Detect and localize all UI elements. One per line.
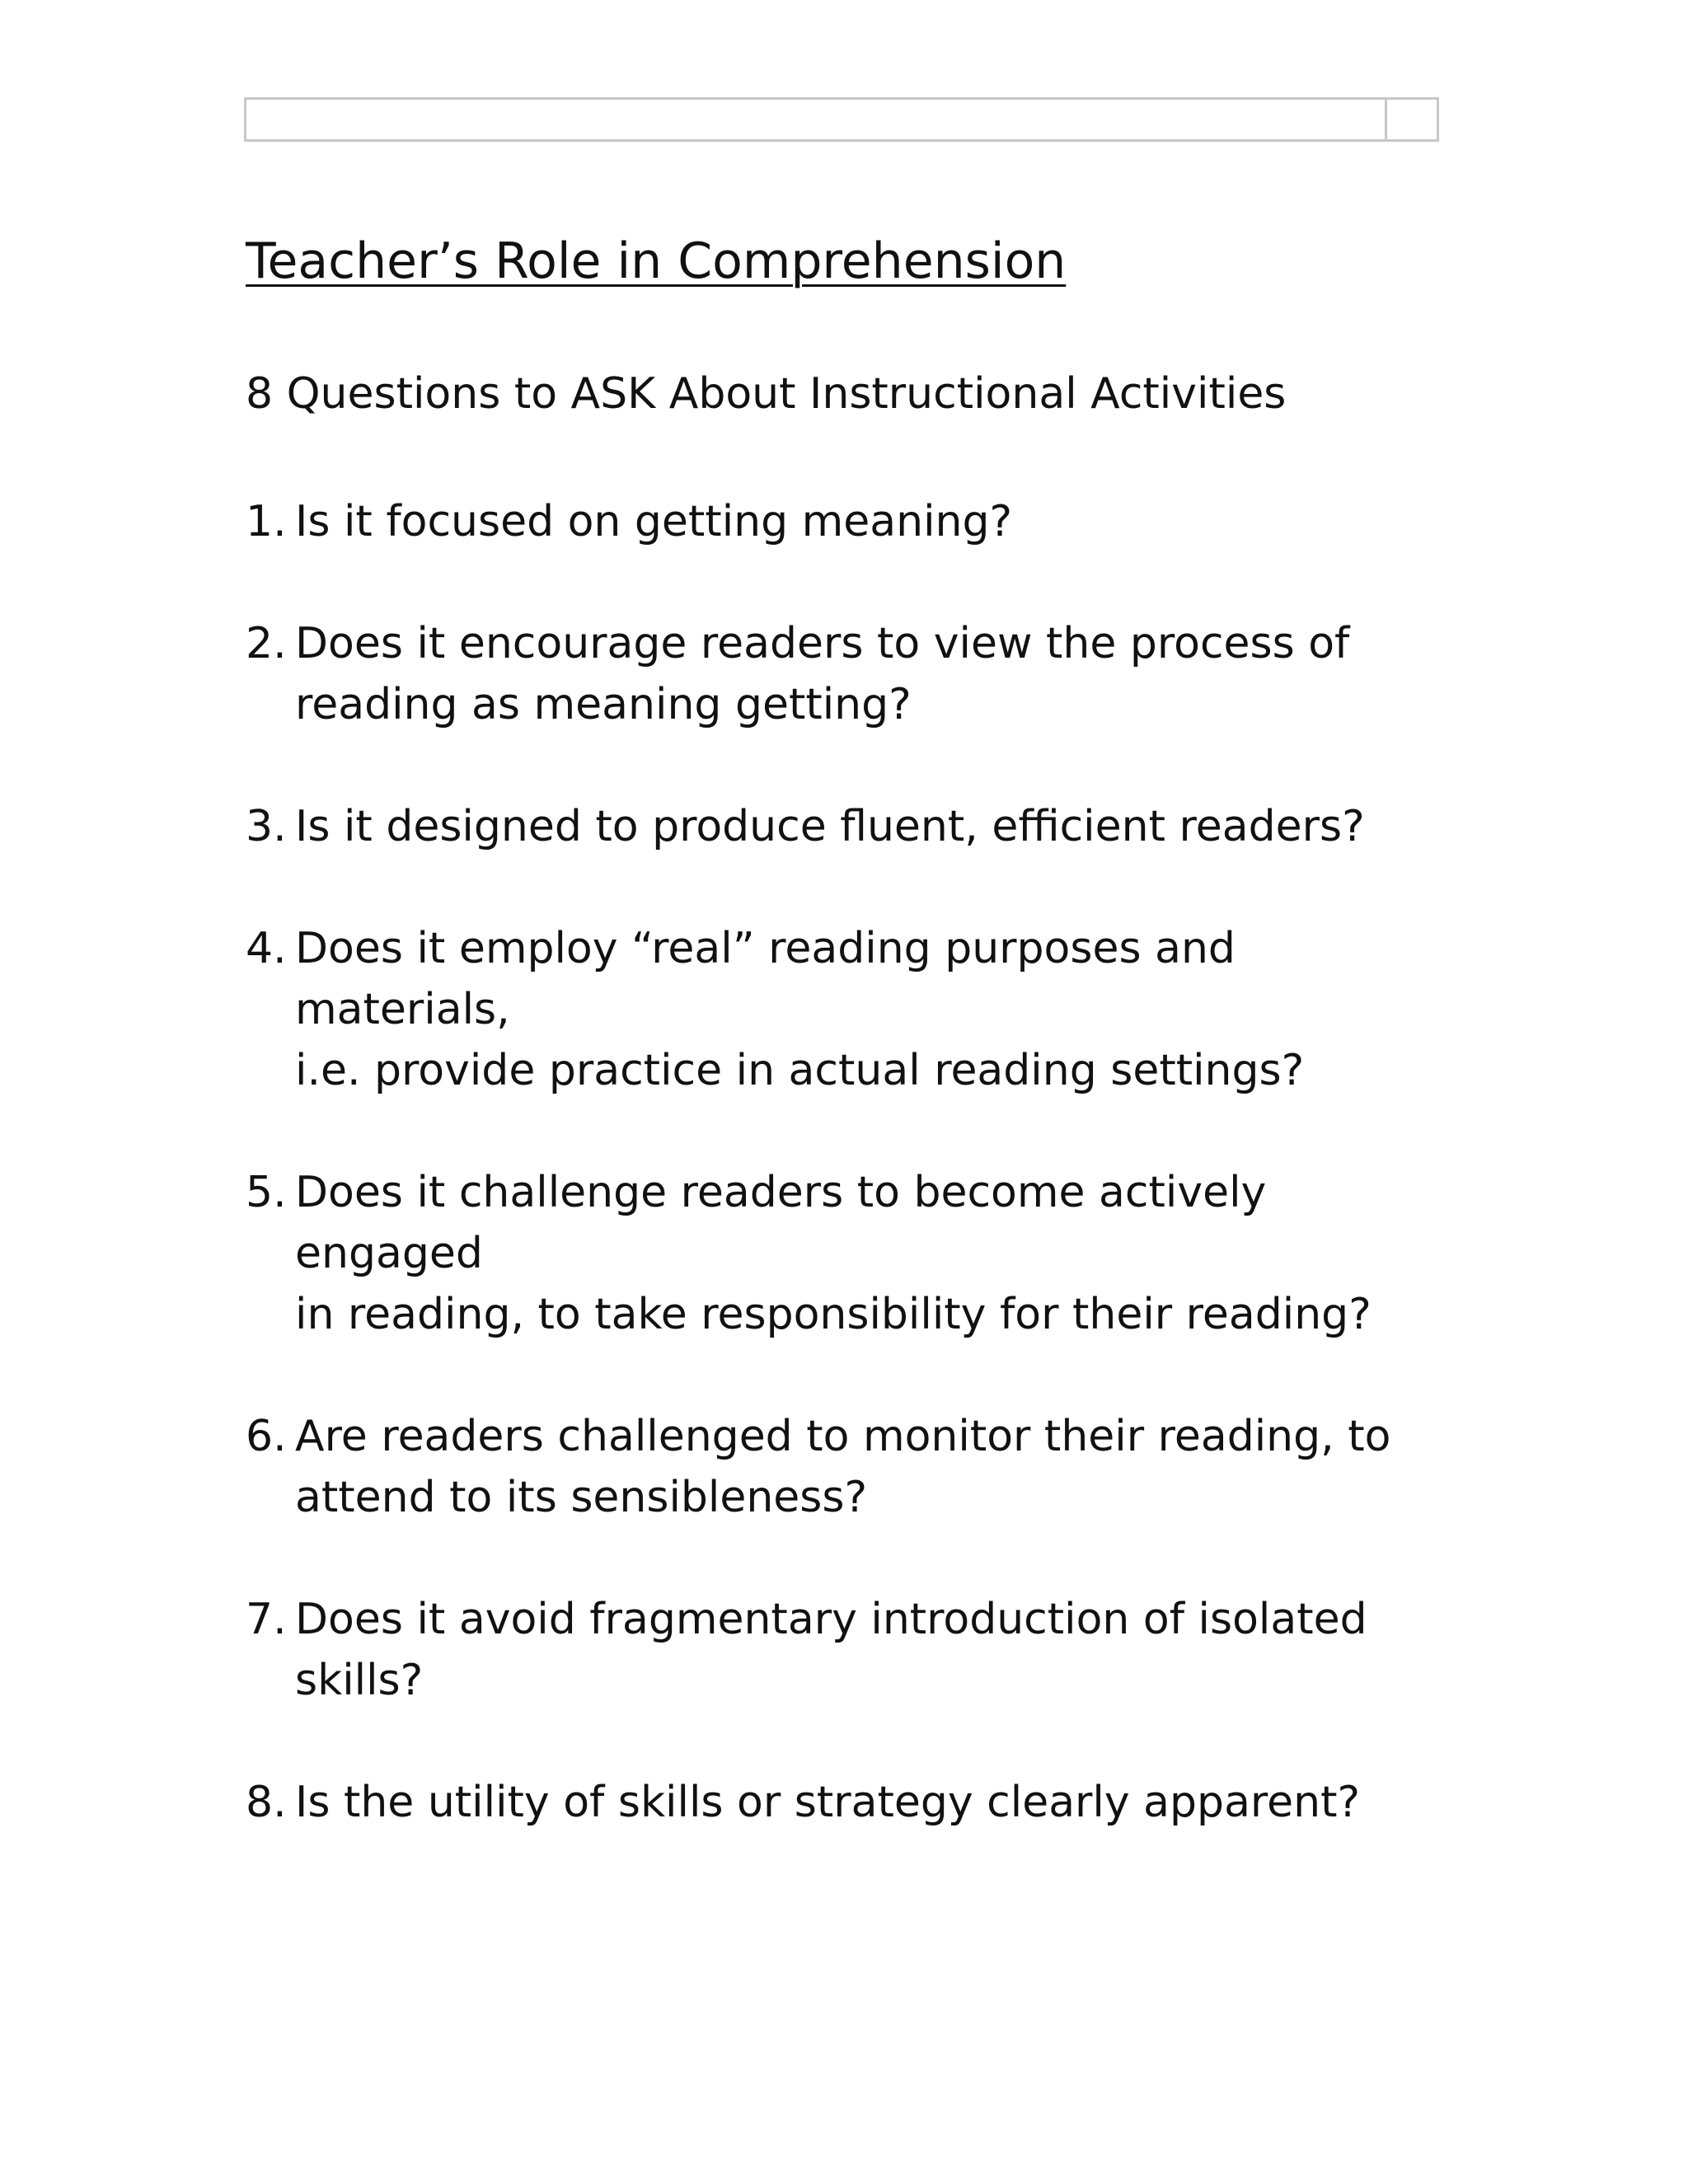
- question-item: [246, 918, 1416, 1101]
- question-item: [246, 796, 1416, 857]
- question-number: 8.: [246, 1778, 287, 1827]
- question-list: [246, 491, 1416, 1894]
- page-subtitle: 8 Questions to ASK About Instructional Activities: [246, 369, 1287, 419]
- question-line: attend to its sensibleness?: [295, 1473, 868, 1522]
- page-title: Teacher’s Role in Comprehension: [246, 232, 1067, 290]
- question-line: Does it encourage readers to view the process of: [295, 619, 1350, 668]
- header-table: [244, 97, 1439, 142]
- question-number: 4.: [246, 924, 287, 973]
- question-number: 7.: [246, 1595, 287, 1644]
- question-item: [246, 1162, 1416, 1345]
- question-item: [246, 491, 1416, 552]
- question-line: Are readers challenged to monitor their reading, to: [295, 1412, 1391, 1461]
- question-line: Does it challenge readers to become actively engaged: [295, 1168, 1267, 1278]
- question-line: Is the utility of skills or strategy clearly apparent?: [295, 1778, 1361, 1827]
- question-number: 1.: [246, 497, 287, 546]
- header-cell-divider: [1385, 100, 1387, 139]
- question-line: i.e. provide practice in actual reading settings?: [295, 1046, 1305, 1095]
- question-line: reading as meaning getting?: [295, 680, 912, 729]
- question-item: [246, 613, 1416, 735]
- question-line: Does it employ “real” reading purposes and materials,: [295, 924, 1236, 1034]
- question-number: 3.: [246, 802, 287, 851]
- question-line: in reading, to take responsibility for their reading?: [295, 1290, 1372, 1339]
- question-item: [246, 1589, 1416, 1711]
- question-number: 6.: [246, 1412, 287, 1461]
- question-line: Is it focused on getting meaning?: [295, 497, 1013, 546]
- question-number: 2.: [246, 619, 287, 668]
- question-line: Is it designed to produce fluent, efficient readers?: [295, 802, 1365, 851]
- question-item: [246, 1406, 1416, 1528]
- question-line: Does it avoid fragmentary introduction of isolated: [295, 1595, 1367, 1644]
- question-line: skills?: [295, 1656, 424, 1705]
- question-number: 5.: [246, 1168, 287, 1217]
- question-item: [246, 1772, 1416, 1833]
